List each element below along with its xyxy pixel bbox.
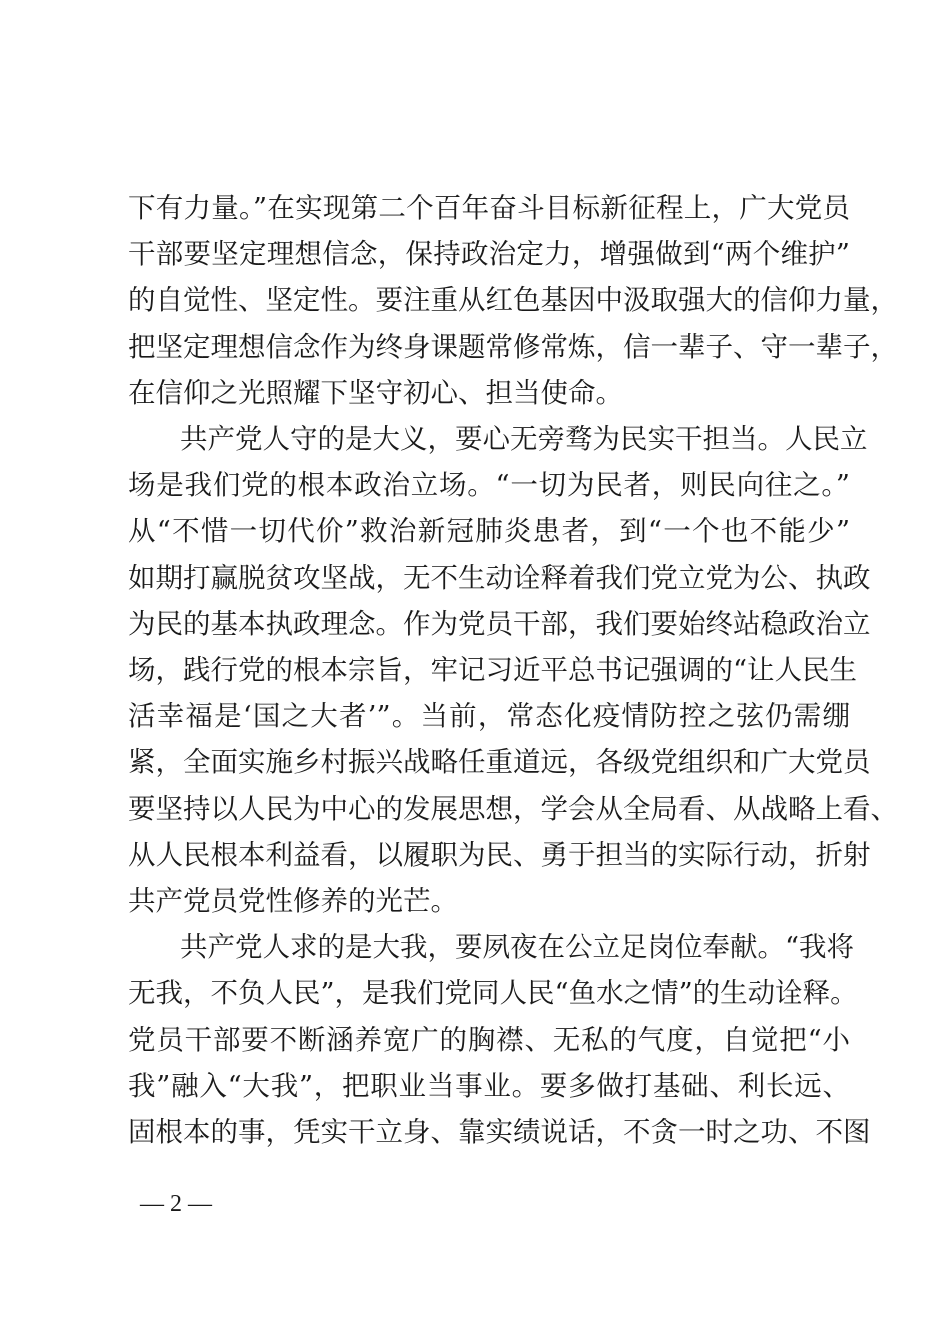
text-line: 如期打赢脱贫攻坚战，无不生动诠释着我们党立党为公、执政 <box>128 562 871 594</box>
text-line: 固根本的事，凭实干立身、靠实绩说话，不贪一时之功、不图 <box>128 1116 871 1148</box>
text-line: 的自觉性、坚定性。要注重从红色基因中汲取强大的信仰力量， <box>128 284 898 316</box>
text-line: 要坚持以人民为中心的发展思想，学会从全局看、从战略上看、 <box>128 793 898 825</box>
text-line: 活幸福是‘国之大者’”。当前，常态化疫情防控之弦仍需绷 <box>128 700 850 732</box>
text-line: 紧，全面实施乡村振兴战略任重道远，各级党组织和广大党员 <box>128 746 871 778</box>
page-number: — 2 — <box>140 1191 212 1217</box>
text-line: 从“不惜一切代价”救治新冠肺炎患者，到“一个也不能少” <box>128 515 850 547</box>
text-line: 干部要坚定理想信念，保持政治定力，增强做到“两个维护” <box>128 238 850 270</box>
text-line: 从人民根本利益看，以履职为民、勇于担当的实际行动，折射 <box>128 839 871 871</box>
text-line: 在信仰之光照耀下坚守初心、担当使命。 <box>128 377 623 409</box>
text-line: 无我，不负人民”，是我们党同人民“鱼水之情”的生动诠释。 <box>128 977 858 1009</box>
text-line: 下有力量。”在实现第二个百年奋斗目标新征程上，广大党员 <box>128 192 850 224</box>
paragraph-start-line: 共产党人求的是大我，要夙夜在公立足岗位奉献。“我将 <box>180 931 855 963</box>
text-line: 党员干部要不断涵养宽广的胸襟、无私的气度，自觉把“小 <box>128 1024 850 1056</box>
text-line: 为民的基本执政理念。作为党员干部，我们要始终站稳政治立 <box>128 608 871 640</box>
text-line: 场，践行党的根本宗旨，牢记习近平总书记强调的“让人民生 <box>128 654 858 686</box>
paragraph-start-line: 共产党人守的是大义，要心无旁骛为民实干担当。人民立 <box>180 423 868 455</box>
text-line: 把坚定理想信念作为终身课题常修常炼，信一辈子、守一辈子， <box>128 331 898 363</box>
text-line: 场是我们党的根本政治立场。“一切为民者，则民向往之。” <box>128 469 850 501</box>
text-line: 共产党员党性修养的光芒。 <box>128 885 458 917</box>
text-line: 我”融入“大我”，把职业当事业。要多做打基础、利长远、 <box>128 1070 850 1102</box>
